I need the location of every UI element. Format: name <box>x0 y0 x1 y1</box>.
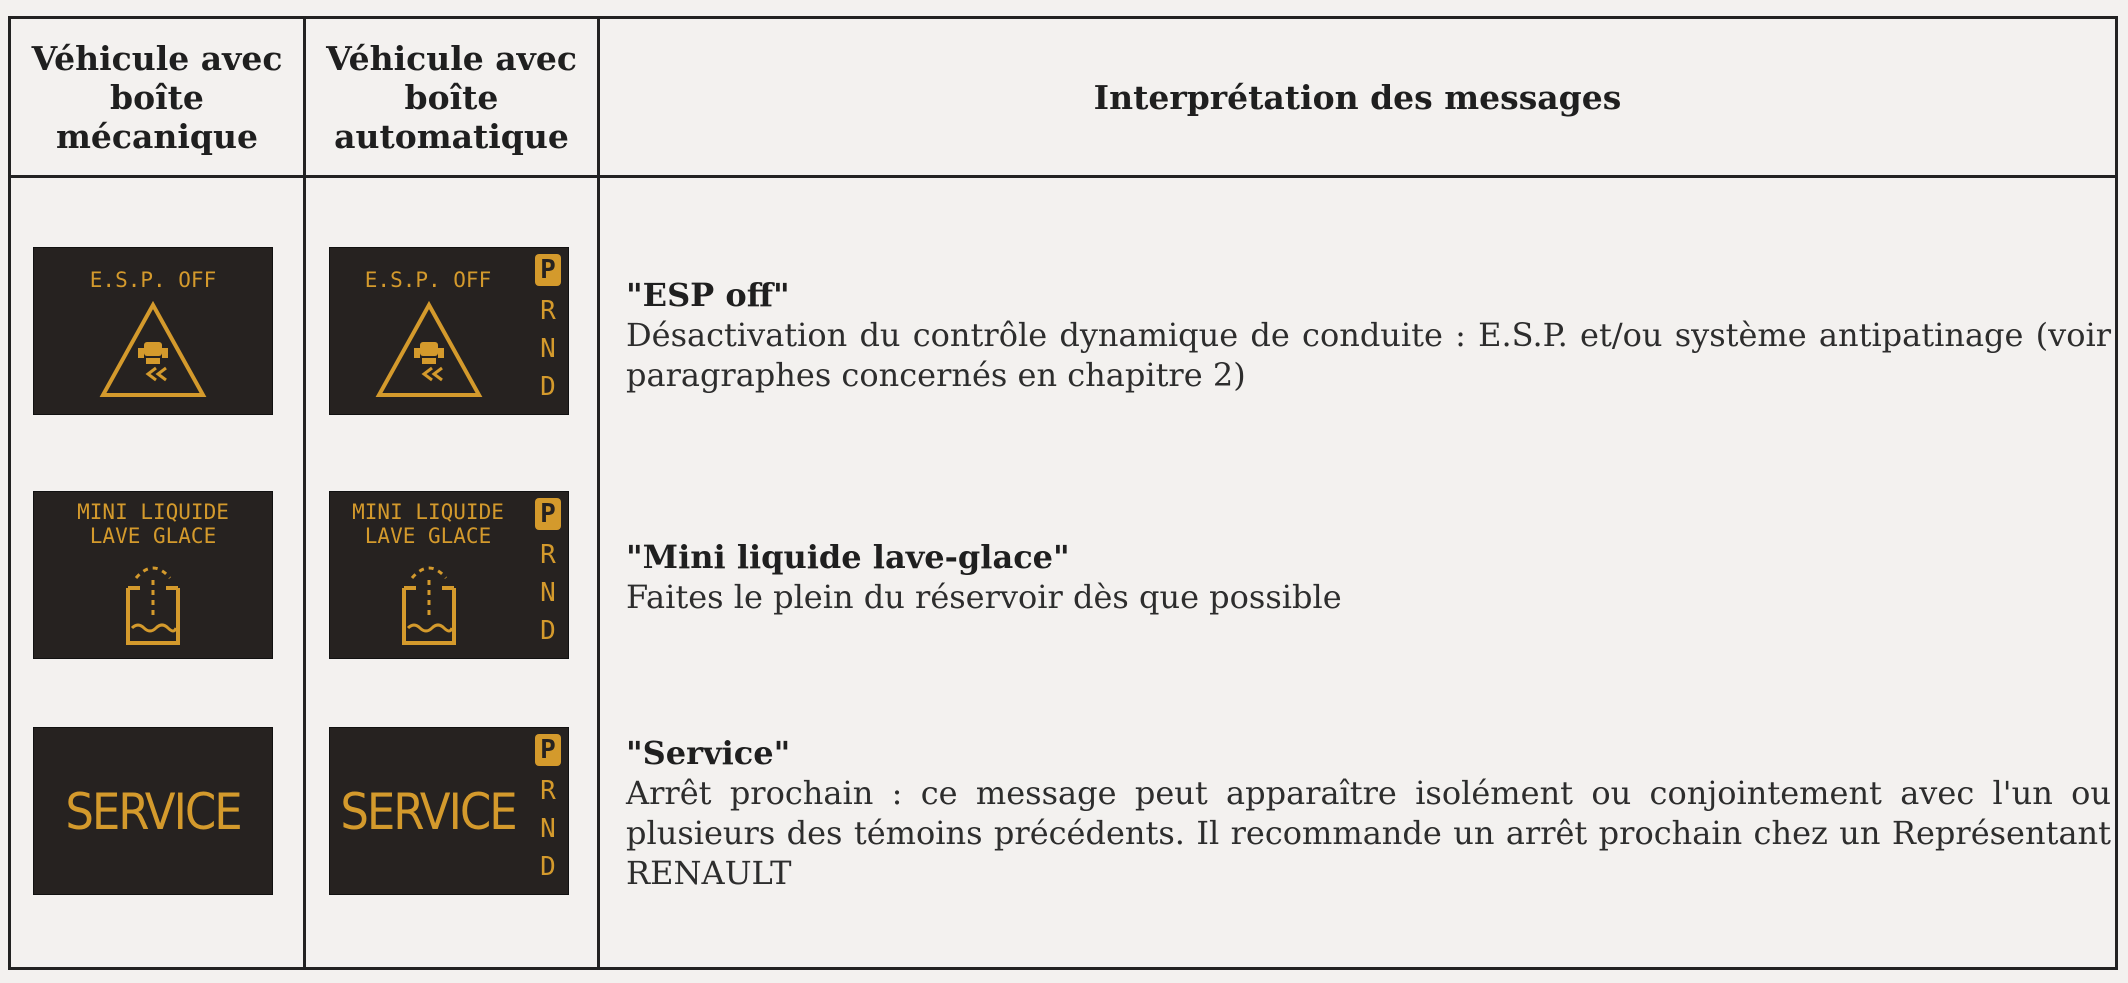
display-esp-off-manual <box>33 247 273 415</box>
header-automatic-gearbox: Véhicule avec boîte automatique <box>326 38 577 156</box>
header-message-interpretation: Interprétation des messages <box>1093 77 1622 117</box>
message-description: Faites le plein du réservoir dès que possible <box>626 578 1342 616</box>
display-service-auto <box>329 727 569 895</box>
gear-r: R <box>540 776 556 806</box>
display-text: MINI LIQUIDE LAVE GLACE <box>77 500 229 548</box>
display-service-manual <box>33 727 273 895</box>
header-manual-gearbox: Véhicule avec boîte mécanique <box>31 38 283 156</box>
messages-table <box>8 16 2118 970</box>
column-divider-2 <box>597 19 600 967</box>
display-esp-off-auto <box>329 247 569 415</box>
display-text: E.S.P. OFF <box>364 268 492 292</box>
esp-warning-triangle-icon <box>374 300 484 400</box>
gear-p: P <box>535 734 561 766</box>
message-esp-off <box>626 275 2111 395</box>
message-washer-fluid <box>626 537 2111 617</box>
gear-n: N <box>540 334 556 364</box>
gear-selector-indicator <box>534 254 562 406</box>
message-title: "ESP off" <box>626 276 790 314</box>
gear-d: D <box>540 852 556 882</box>
header-divider <box>11 175 2115 178</box>
display-text: E.S.P. OFF <box>89 268 217 292</box>
column-divider-1 <box>303 19 306 967</box>
display-text: MINI LIQUIDE LAVE GLACE <box>352 500 504 548</box>
gear-r: R <box>540 296 556 326</box>
display-text: SERVICE <box>65 783 241 841</box>
message-service <box>626 733 2111 893</box>
gear-p: P <box>535 498 561 530</box>
gear-selector-indicator <box>534 734 562 886</box>
gear-r: R <box>540 540 556 570</box>
gear-selector-indicator <box>534 498 562 650</box>
gear-n: N <box>540 814 556 844</box>
message-description: Désactivation du contrôle dynamique de conduite : E.S.P. et/ou système antipatinage (voir paragraphes concernés en chapitre 2) <box>626 316 2111 394</box>
gear-d: D <box>540 372 556 402</box>
message-description: Arrêt prochain : ce message peut apparaître isolément ou conjointement avec l'un ou plusieurs des témoins précédents. Il recommande un arrêt prochain chez un Représentant RENAULT <box>626 774 2111 892</box>
gear-d: D <box>540 616 556 646</box>
display-text: SERVICE <box>340 783 516 841</box>
display-washer-fluid-auto <box>329 491 569 659</box>
washer-fluid-reservoir-icon <box>118 558 188 648</box>
message-title: "Mini liquide lave-glace" <box>626 538 1070 576</box>
esp-warning-triangle-icon <box>98 300 208 400</box>
message-title: "Service" <box>626 734 791 772</box>
washer-fluid-reservoir-icon <box>394 558 464 648</box>
display-washer-fluid-manual <box>33 491 273 659</box>
gear-p: P <box>535 254 561 286</box>
gear-n: N <box>540 578 556 608</box>
